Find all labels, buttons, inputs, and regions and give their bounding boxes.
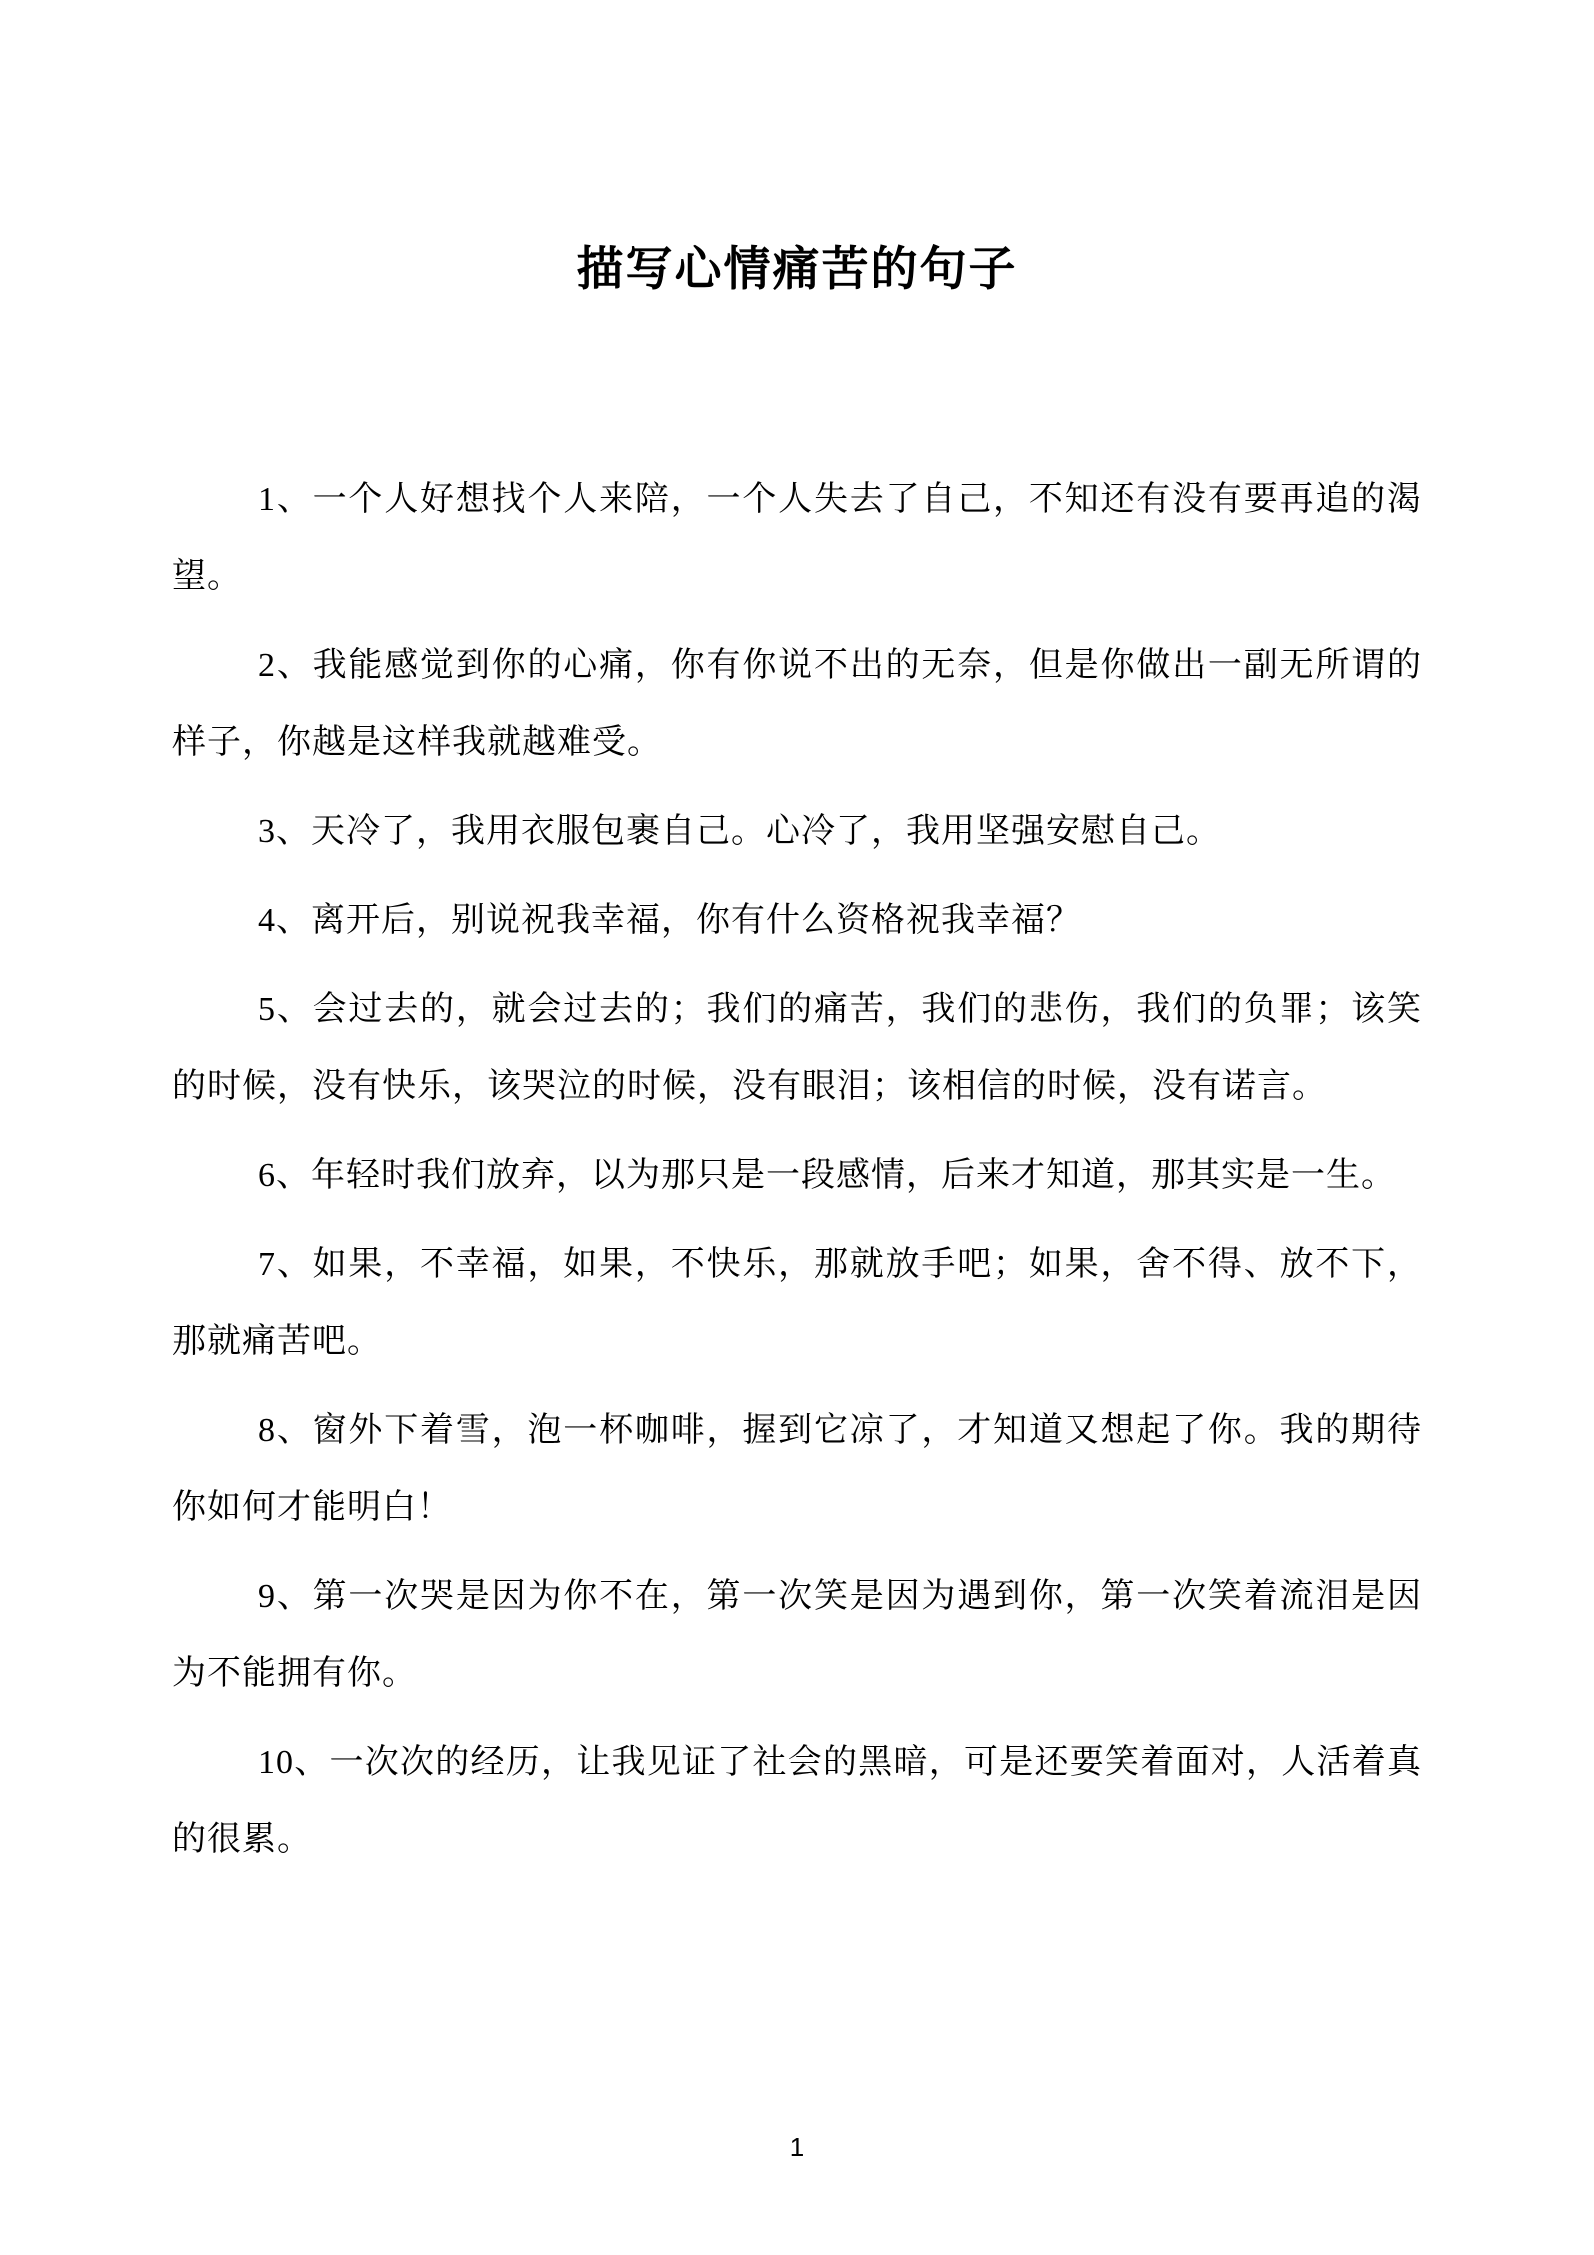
paragraph-7: 7、如果，不幸福，如果，不快乐，那就放手吧；如果，舍不得、放不下，那就痛苦吧。 <box>172 1246 1422 1361</box>
paragraph-1: 1、一个人好想找个人来陪，一个人失去了自己，不知还有没有要再追的渴望。 <box>172 481 1422 596</box>
paragraph-4: 4、离开后，别说祝我幸福，你有什么资格祝我幸福？ <box>258 902 1081 940</box>
document-title: 描写心情痛苦的句子 <box>576 244 1018 296</box>
document-body <box>172 461 1422 1878</box>
paragraph-8: 8、窗外下着雪，泡一杯咖啡，握到它凉了，才知道又想起了你。我的期待你如何才能明白！ <box>172 1412 1422 1527</box>
paragraph-10: 10、一次次的经历，让我见证了社会的黑暗，可是还要笑着面对，人活着真的很累。 <box>172 1744 1422 1859</box>
paragraph-9: 9、第一次哭是因为你不在，第一次笑是因为遇到你，第一次笑着流泪是因为不能拥有你。 <box>172 1578 1422 1693</box>
paragraph-5: 5、会过去的，就会过去的；我们的痛苦，我们的悲伤，我们的负罪；该笑的时候，没有快乐，该哭泣的时候，没有眼泪；该相信的时候，没有诺言。 <box>172 991 1422 1106</box>
page-number: 1 <box>789 2132 805 2162</box>
paragraph-2: 2、我能感觉到你的心痛，你有你说不出的无奈，但是你做出一副无所谓的样子，你越是这样我就越难受。 <box>172 647 1422 762</box>
page-footer <box>0 2132 1594 2163</box>
paragraph-3: 3、天冷了，我用衣服包裹自己。心冷了，我用坚强安慰自己。 <box>258 813 1221 851</box>
paragraph-6: 6、年轻时我们放弃，以为那只是一段感情，后来才知道，那其实是一生。 <box>258 1157 1396 1195</box>
